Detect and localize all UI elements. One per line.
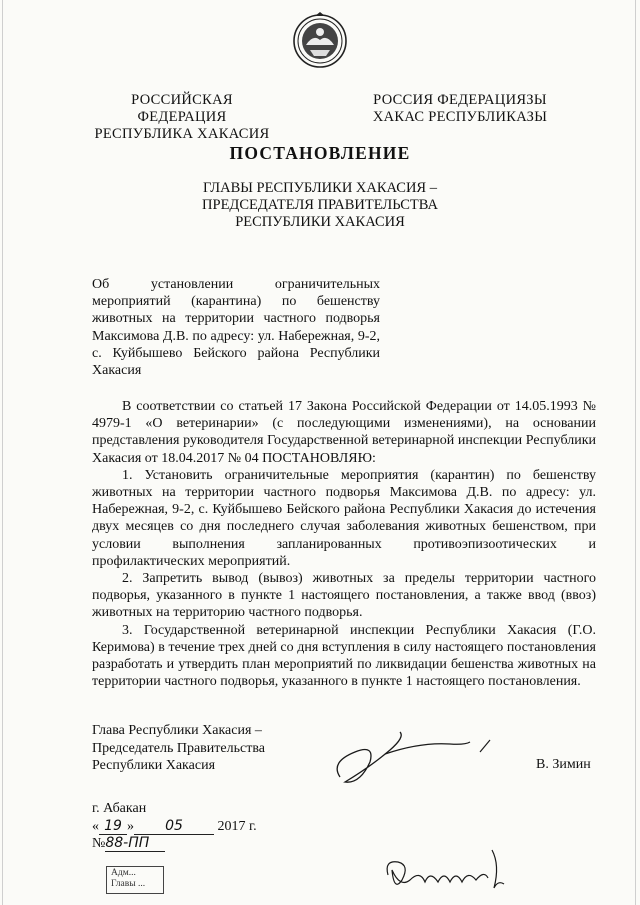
registration-stamp (106, 866, 164, 894)
signatory-line-3: Республики Хакасия (92, 758, 216, 773)
scan-edge-left (2, 0, 3, 905)
handwritten-signature (330, 722, 510, 792)
body-item-3: 3. Государственной ветеринарной инспекции Республики Хакасия (Г.О. Керимова) в течение трех дней со дня вступления в силу настоящего постановления разработать и утвердить план мероприятий по ликвидации бешенства животных на территории частного подворья, указанного в пункте 1 настоящего постановления. (92, 622, 596, 690)
signatory-name: В. Зимин (536, 757, 591, 772)
header-left-line-1: РОССИЙСКАЯ ФЕДЕРАЦИЯ (131, 92, 233, 125)
document-subject: Об установлении ограничительных мероприятий (карантина) по бешенству животных на территории частного подворья Максимова Д.В. по адресу: ул. Набережная, 9-2, с. Куйбышево Бейского района Республики Хакасия (92, 277, 380, 379)
date-day: 19 (99, 818, 127, 835)
handwritten-initials (380, 840, 510, 900)
document-date (92, 818, 257, 835)
place: г. Абакан (92, 801, 147, 816)
date-month: 05 (134, 818, 214, 835)
stamp-line-1: Адм... (111, 868, 136, 878)
signatory-line-2: Председатель Правительства (92, 740, 265, 756)
stamp-line-2: Главы ... (111, 879, 146, 889)
header-right-line-2: ХАКАС РЕСПУБЛИКАЗЫ (372, 109, 548, 125)
subtitle-line-3: РЕСПУБЛИКИ ХАКАСИЯ (235, 214, 405, 230)
body-item-2: 2. Запретить вывод (вывоз) животных за пределы территории частного подворья, указанного в пункте 1 настоящего постановления, а также ввод (ввоз) животных на территорию частного подворья. (92, 571, 596, 621)
document-body (92, 398, 596, 690)
number-value: 88-ПП (105, 835, 165, 852)
document-title: ПОСТАНОВЛЕНИЕ (229, 143, 411, 163)
header-right (370, 92, 550, 126)
body-item-1: 1. Установить ограничительные мероприятия (карантин) по бешенству животных на территории частного подворья Максимова Д.В. по адресу: ул. Набережная, 9-2, с. Куйбышево Бейского района Республики Хакасия до истечения двух месяцев со дня последнего случая заболевания животных бешенством, при условии выполнения запланированных противоэпизоотических и профилактических мероприятий. (92, 467, 596, 569)
signatory-line-1: Глава Республики Хакасия – (92, 723, 262, 738)
document-number (92, 835, 165, 852)
subtitle-line-1: ГЛАВЫ РЕСПУБЛИКИ ХАКАСИЯ – (203, 180, 437, 196)
document-subtitle (170, 180, 470, 231)
header-right-line-1: РОССИЯ ФЕДЕРАЦИЯЗЫ (373, 92, 547, 108)
khakassia-emblem-icon (293, 12, 347, 70)
body-preamble: В соответствии со статьей 17 Закона Российской Федерации от 14.05.1993 № 4979-1 «О ветеринарии» (с последующими изменениями), на основании представления руководителя Государственной ветеринарной инспекции Республики Хакасия от 18.04.2017 № 04 ПОСТАНОВЛЯЮ: (92, 399, 596, 466)
date-close-quote: » (127, 819, 134, 834)
date-open-quote: « (92, 819, 99, 834)
signatory-position (92, 722, 265, 775)
scan-edge-right (635, 0, 636, 905)
header-left-line-2: РЕСПУБЛИКА ХАКАСИЯ (94, 126, 270, 142)
subtitle-line-2: ПРЕДСЕДАТЕЛЯ ПРАВИТЕЛЬСТВА (202, 197, 438, 213)
header-left (92, 92, 272, 143)
number-prefix: № (92, 836, 106, 851)
date-year: 2017 г. (217, 819, 257, 834)
